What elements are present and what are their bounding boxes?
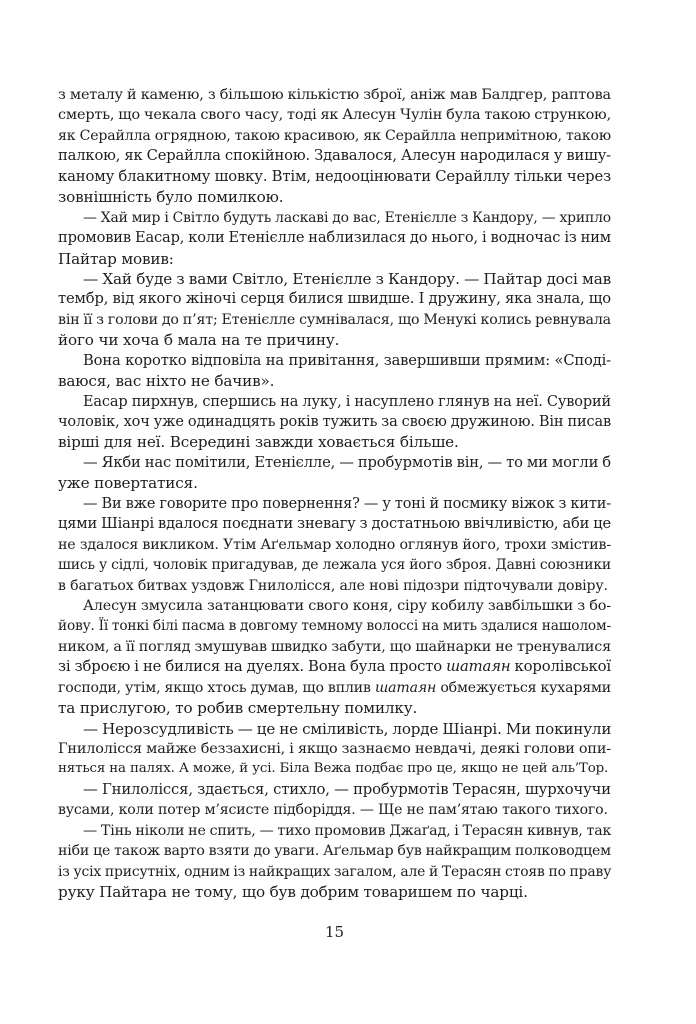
text-line: з металу й каменю, з більшою кількістю зброї, аніж мав Балдгер, раптова	[58, 87, 611, 103]
text-line: — Хай буде з вами Світло, Етенієлле з Кандору. — Пайтар досі мав	[83, 269, 611, 288]
text-line: — Нерозсудливість — це не сміливість, лорде Шіанрі. Ми покинули	[83, 719, 612, 738]
text-line: ніби це також варто взяти до уваги. Аґельмар був найкращим полководцем	[58, 843, 611, 860]
text-line: із усіх присутніх, одним із найкращих загалом, але й Терасян стояв по праву	[58, 863, 612, 880]
text-line: — Тінь ніколи не спить, — тихо промовив Джаґад, і Терасян кивнув, так	[83, 822, 612, 839]
text-line: не здалося викликом. Утім Аґельмар холодно оглянув його, трохи змістив-	[58, 536, 611, 553]
text-line: каному блакитному шовку. Втім, недооцінювати Серайллу тільки через	[58, 167, 611, 185]
text-line: — Гнилолісся, здається, стихло, — пробурмотів Терасян, шурхочучи	[83, 780, 611, 798]
text-fragment: зі зброєю і не билися на дуелях. Вона була просто	[58, 658, 447, 676]
text-line: в багатьох битвах уздовж Гнилолісся, але нові підозри підточували довіру.	[58, 577, 608, 594]
text-line: ником, а її погляд змушував швидко забути, що шайнарки не тренувалися	[58, 638, 611, 655]
page-number: 15	[324, 923, 345, 941]
text-line: Гнилолісся майже беззахисні, і якщо зазнаємо невдачі, деякі голови опи-	[58, 741, 611, 757]
text-line: йову. Її тонкі білі пасма в довгому темному волоссі на мить здалися нашолом-	[58, 618, 611, 635]
text-line: вірші для неї. Всередині завжди ховається більше.	[58, 433, 459, 452]
italic-term: шатаян	[446, 658, 511, 676]
text-line: шись у сідлі, чоловік пригадував, де лежала уся його зброя. Давні союзники	[58, 557, 611, 574]
italic-term: шатаян	[374, 679, 437, 696]
text-line: тембр, від якого жіночі серця билися швидше. І дружину, яка знала, що	[58, 290, 611, 308]
text-fragment: господи, утім, якщо хтось думав, що вплив	[58, 679, 375, 696]
text-line: палкою, як Серайлла спокійною. Здавалося, Алесун народилася у вишу-	[58, 147, 611, 165]
text-line: няться на палях. А може, й усі. Біла Вежа подбає про це, якщо не цей аль’Тор.	[58, 761, 609, 777]
text-line: — Хай мир і Світло будуть ласкаві до вас, Етенієлле з Кандору, — хрипло	[83, 209, 611, 226]
text-line: його чи хоча б мала на те причину.	[58, 331, 340, 350]
text-line: цями Шіанрі вдалося поєднати зневагу з достатньою ввічливістю, аби це	[58, 515, 611, 533]
text-fragment: королівської	[510, 658, 611, 676]
text-line: — Якби нас помітили, Етенієлле, — пробурмотів він, — то ми могли б	[83, 453, 611, 471]
text-line: вусами, коли потер м’ясисте підборіддя. — Ще не пам’ятаю такого тихого.	[58, 802, 608, 819]
text-line: смерть, що чекала свого часу, тоді як Алесун Чулін була такою стрункою,	[58, 107, 611, 124]
text-line: руку Пайтара не тому, що був добрим товаришем по чарці.	[58, 883, 528, 902]
text-line	[58, 657, 611, 677]
text-fragment: обмежується кухарями	[436, 679, 611, 696]
text-line: та прислугою, то робив смертельну помилку.	[58, 699, 418, 718]
text-line: він її з голови до п’ят; Етенієлле сумнівалася, що Менукі колись ревнувала	[58, 311, 611, 328]
text-line: як Серайлла огрядною, такою красивою, як Серайлла непримітною, такою	[58, 127, 611, 144]
text-line: Алесун змусила затанцювати свого коня, сіру кобилу завбільшки з бо-	[83, 597, 611, 614]
text-line: Вона коротко відповіла на привітання, завершивши прямим: «Сподi-	[83, 351, 611, 369]
text-line: зовнішність було помилкою.	[58, 188, 284, 207]
text-line: — Ви вже говорите про повернення? — у тоні й посмику віжок з кити-	[83, 495, 611, 512]
text-line: уже повертатися.	[58, 474, 198, 493]
body-text	[58, 85, 611, 903]
text-line: чоловік, хоч уже одинадцять років тужить за своєю дружиною. Він писав	[58, 414, 611, 430]
text-line: ваюся, вас ніхто не бачив».	[58, 372, 275, 391]
text-line	[58, 678, 611, 698]
text-line: Пайтар мовив:	[58, 249, 174, 268]
text-line: промовив Еасар, коли Етенієлле наблизилася до нього, і водночас із ним	[58, 229, 611, 247]
text-line: Еасар пирхнув, спершись на луку, і насуплено глянув на неї. Суворий	[83, 393, 611, 410]
